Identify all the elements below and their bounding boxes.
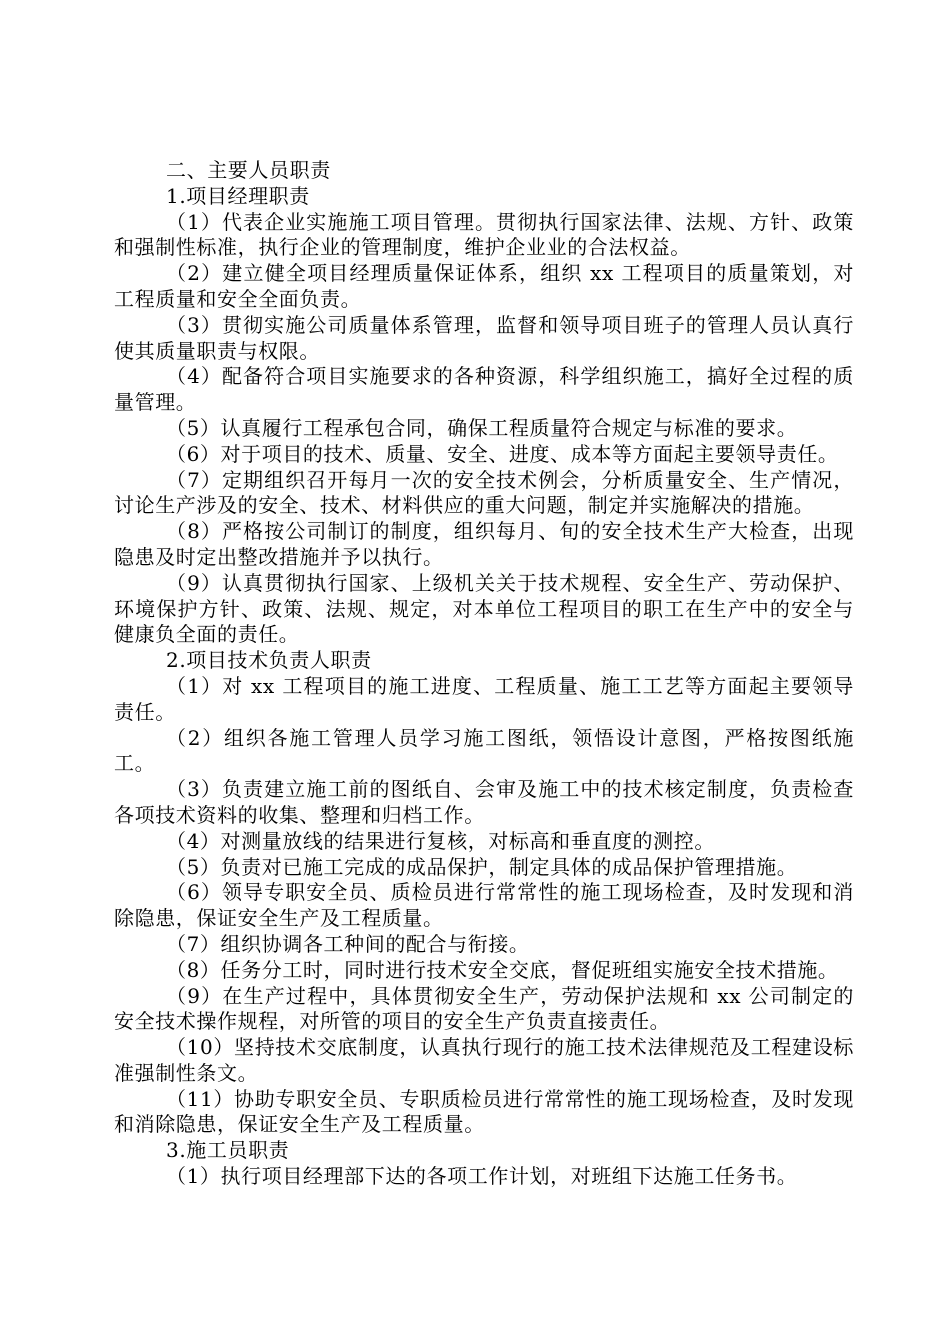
paragraph: （8）任务分工时，同时进行技术安全交底，督促班组实施安全技术措施。 [166,957,839,982]
paragraph: （2）组织各施工管理人员学习施工图纸，领悟设计意图，严格按图纸施工。 [114,725,854,776]
paragraph: （4）配备符合项目实施要求的各种资源，科学组织施工，搞好全过程的质量管理。 [114,364,854,415]
paragraph: （1）对 xx 工程项目的施工进度、工程质量、施工工艺等方面起主要领导责任。 [114,673,854,724]
paragraph: （10）坚持技术交底制度，认真执行现行的施工技术法律规范及工程建设标准强制性条文。 [114,1035,854,1085]
paragraph: （2）建立健全项目经理质量保证体系，组织 xx 工程项目的质量策划，对工程质量和安全全面负责。 [114,261,854,311]
paragraph: （1）执行项目经理部下达的各项工作计划，对班组下达施工任务书。 [166,1164,798,1189]
paragraph: （5）认真履行工程承包合同，确保工程质量符合规定与标准的要求。 [166,415,798,440]
document-body [114,158,854,1190]
paragraph: （9）认真贯彻执行国家、上级机关关于技术规程、安全生产、劳动保护、环境保护方针、政策、法规、规定，对本单位工程项目的职工在生产中的安全与健康负全面的责任。 [114,570,854,647]
paragraph: （8）严格按公司制订的制度，组织每月、旬的安全技术生产大检查，出现隐患及时定出整改措施并予以执行。 [114,519,854,569]
paragraph: （3）贯彻实施公司质量体系管理，监督和领导项目班子的管理人员认真行使其质量职责与权限。 [114,312,854,363]
subheading-technical-lead: 2.项目技术负责人职责 [166,648,372,673]
paragraph: （11）协助专职安全员、专职质检员进行常常性的施工现场检查，及时发现和消除隐患，保证安全生产及工程质量。 [114,1086,854,1137]
paragraph: （3）负责建立施工前的图纸自、会审及施工中的技术核定制度，负责检查各项技术资料的收集、整理和归档工作。 [114,777,854,827]
paragraph: （7）定期组织召开每月一次的安全技术例会，分析质量安全、生产情况，讨论生产涉及的安全、技术、材料供应的重大问题，制定并实施解决的措施。 [114,467,854,518]
paragraph: （5）负责对已施工完成的成品保护，制定具体的成品保护管理措施。 [166,854,798,879]
paragraph: （9）在生产过程中，具体贯彻安全生产，劳动保护法规和 xx 公司制定的安全技术操作规程，对所管的项目的安全生产负责直接责任。 [114,983,854,1034]
paragraph: （6）领导专职安全员、质检员进行常常性的施工现场检查，及时发现和消除隐患，保证安全生产及工程质量。 [114,880,854,931]
section-heading: 二、主要人员职责 [166,158,331,182]
subheading-construction-staff: 3.施工员职责 [166,1138,290,1163]
paragraph: （1）代表企业实施施工项目管理。贯彻执行国家法律、法规、方针、政策和强制性标准，执行企业的管理制度，维护企业业的合法权益。 [114,209,854,260]
subheading-project-manager: 1.项目经理职责 [166,183,310,208]
paragraph: （7）组织协调各工种间的配合与衔接。 [166,931,530,956]
paragraph: （6）对于项目的技术、质量、安全、进度、成本等方面起主要领导责任。 [166,441,839,466]
paragraph: （4）对测量放线的结果进行复核，对标高和垂直度的测控。 [166,828,715,853]
